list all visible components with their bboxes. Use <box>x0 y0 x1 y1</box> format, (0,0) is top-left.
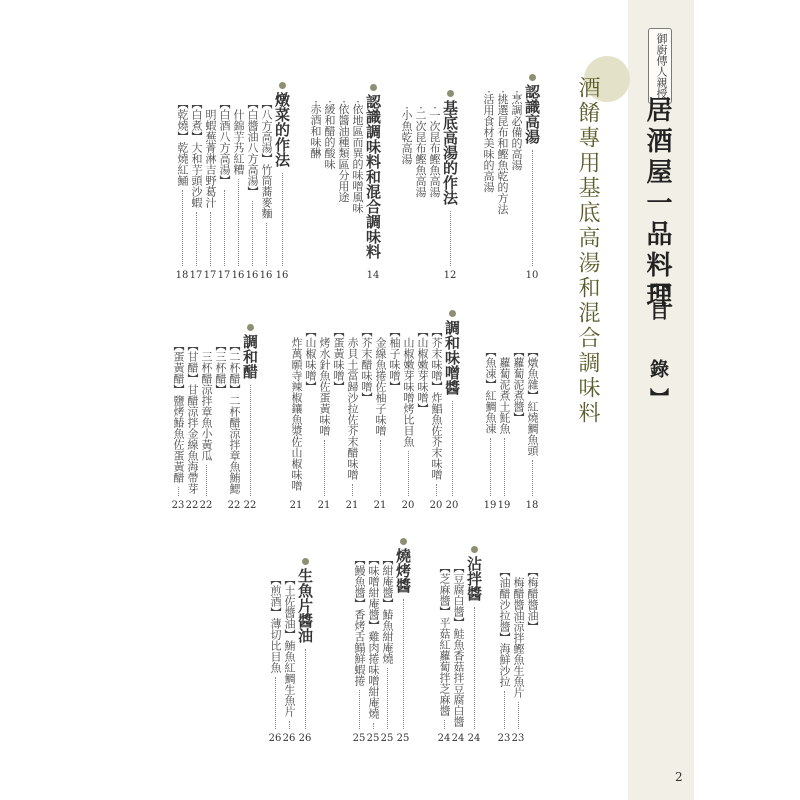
toc-entry[interactable]: 蘿蔔泥煮土魠魚 <box>498 346 511 434</box>
section-bullet-icon <box>370 84 377 91</box>
page-ref: 26 <box>282 733 296 744</box>
toc-entry[interactable]: ‧活用食材美味的高湯 <box>482 90 495 193</box>
section-bullet-icon <box>400 538 407 545</box>
toc-entry[interactable]: 【芝麻醬】平菇紅蘿蔔拌芝麻醬 <box>438 562 451 716</box>
toc-entry[interactable]: 【白醬油八方高湯】 <box>246 98 259 197</box>
dot-leader <box>452 401 453 496</box>
dot-leader <box>275 677 276 729</box>
section-bullet-icon <box>529 74 536 81</box>
toc-entry[interactable]: ‧挑選昆布和鰹魚乾的方法 <box>496 90 509 215</box>
page-ref: 20 <box>445 500 459 511</box>
page-ref: 24 <box>437 733 451 744</box>
dot-leader <box>266 223 267 266</box>
toc-entry[interactable]: 【紺庵醬】鰆魚紺庵燒 <box>381 554 394 664</box>
toc-entry[interactable]: 【梅醋醬油】 <box>526 566 539 632</box>
section-heading[interactable]: 生魚片醬油 <box>296 568 314 643</box>
page-ref: 21 <box>317 500 331 511</box>
main-title: 酒餚專用基底高湯和混合調味料 <box>575 76 600 426</box>
dot-leader <box>380 440 381 496</box>
toc-entry[interactable]: 【白煮】大和芋頭沙蝦 <box>190 98 203 208</box>
page-ref: 25 <box>396 733 410 744</box>
sidebar-badge: 御廚傳人親授 <box>648 28 672 104</box>
section-heading[interactable]: 認識調味料和混合調味料 <box>364 94 382 259</box>
toc-entry[interactable]: ‧赤酒和味醂 <box>309 100 322 159</box>
toc-entry[interactable]: 明蝦蕪菁淋吉野葛汁 <box>204 98 217 208</box>
section-heading[interactable]: 燉菜的作法 <box>273 92 291 167</box>
section-heading[interactable]: 調和味噌醬 <box>443 320 461 395</box>
section-heading[interactable]: 燒烤醬 <box>394 548 412 593</box>
toc-entry[interactable]: 【二杯醋】二杯醋涼拌章魚鮪鰓 <box>228 340 241 494</box>
toc-entry[interactable]: ‧依醬油種類區分用途 <box>337 100 350 203</box>
page-ref: 23 <box>171 500 185 511</box>
dot-leader <box>474 607 475 729</box>
dot-leader <box>224 190 225 266</box>
dot-leader <box>532 460 533 496</box>
toc-entry[interactable]: 【山椒嫩芽味噌】 <box>416 326 429 414</box>
toc-entry[interactable]: 山椒嫩芽味噌烤比目魚 <box>402 326 415 447</box>
section-bullet-icon <box>471 546 478 553</box>
section-heading[interactable]: 調和醋 <box>241 334 259 379</box>
section-heading[interactable]: 沾拌醬 <box>465 556 483 601</box>
page-ref: 20 <box>401 500 415 511</box>
page-ref: 22 <box>199 500 213 511</box>
toc-entry[interactable]: 梅醋醬油涼拌鰹魚生魚片 <box>512 566 525 698</box>
toc-entry[interactable]: 炸萬願寺辣椒鑲魚漿佐山椒味噌 <box>290 326 303 491</box>
toc-entry[interactable]: 【芥末味噌】炸鯧魚佐芥末味噌 <box>430 326 443 480</box>
toc-entry[interactable]: 【柚子味噌】 <box>388 326 401 392</box>
page-ref: 25 <box>366 733 380 744</box>
dot-leader <box>238 179 239 266</box>
page-ref: 20 <box>429 500 443 511</box>
page-ref: 16 <box>275 270 289 281</box>
dot-leader <box>490 438 491 496</box>
toc-entry[interactable]: 【鰻魚醬】香烤舌鰨鮮蝦捲 <box>353 554 366 686</box>
page-ref: 25 <box>352 733 366 744</box>
section-bullet-icon <box>302 558 309 565</box>
toc-entry[interactable]: 烤水針魚佐蛋黃味噌 <box>318 326 331 436</box>
toc-entry[interactable]: ‧一次昆布鰹魚高湯 <box>428 106 441 198</box>
dot-leader <box>518 702 519 729</box>
section-bullet-icon <box>247 324 254 331</box>
page-ref: 26 <box>298 733 312 744</box>
page-ref: 22 <box>185 500 199 511</box>
page-ref: 18 <box>525 500 539 511</box>
toc-entry[interactable]: 【蛋黃味噌】 <box>332 326 345 392</box>
toc-entry[interactable]: 【甘醋】甘醋涼拌金線魚海帶芽 <box>186 340 199 494</box>
dot-leader <box>352 484 353 496</box>
dot-leader <box>504 438 505 496</box>
dot-leader <box>436 484 437 496</box>
page-ref: 16 <box>259 270 273 281</box>
dot-leader <box>182 190 183 266</box>
dot-leader <box>210 212 211 266</box>
dot-leader <box>196 212 197 266</box>
section-heading[interactable]: 基底高湯的作法 <box>441 100 459 205</box>
page-ref: 25 <box>380 733 394 744</box>
page-ref: 18 <box>175 270 189 281</box>
page-ref: 26 <box>268 733 282 744</box>
dot-leader <box>305 649 306 729</box>
toc-entry[interactable]: 赤貝土當歸沙拉佐芥末醋味噌 <box>346 326 359 480</box>
dot-leader <box>250 385 251 496</box>
toc-entry[interactable]: 【蛋黃醋】鹽烤鰆魚佐蛋黃醋 <box>172 340 185 483</box>
dot-leader <box>289 721 290 729</box>
toc-entry[interactable]: 【芥末醋味噌】 <box>360 326 373 403</box>
toc-entry[interactable]: 【魚凍】紅鯛魚凍 <box>484 346 497 434</box>
dot-leader <box>206 465 207 496</box>
dot-leader <box>282 173 283 266</box>
toc-entry[interactable]: 金線魚捲佐柚子味噌 <box>374 326 387 436</box>
book-title: 居酒屋一品料理 <box>642 96 672 313</box>
dot-leader <box>408 451 409 496</box>
dot-leader <box>504 691 505 729</box>
toc-entry[interactable]: ‧小魚乾高湯 <box>400 106 413 165</box>
page-ref: 21 <box>345 500 359 511</box>
page-ref: 19 <box>483 500 497 511</box>
toc-entry[interactable]: 【八方高湯】竹筒蕎麥麵 <box>260 98 273 219</box>
dot-leader <box>444 720 445 729</box>
dot-leader <box>532 150 533 266</box>
dot-leader <box>359 690 360 729</box>
dot-leader <box>387 668 388 729</box>
toc-entry[interactable]: ‧烹調必備的高湯 <box>510 90 523 171</box>
dot-leader <box>373 723 374 729</box>
page-ref: 21 <box>373 500 387 511</box>
toc-entry[interactable]: 【煎酒】薄切比目魚 <box>269 574 282 673</box>
page-ref: 23 <box>511 733 525 744</box>
toc-entry[interactable]: ‧依地區而異的味噌風味 <box>351 100 364 214</box>
section-bullet-icon <box>447 90 454 97</box>
dot-leader <box>178 487 179 496</box>
page-ref: 16 <box>245 270 259 281</box>
page-number: 2 <box>675 770 683 784</box>
toc-entry[interactable]: ‧二次昆布鰹魚高湯 <box>414 106 427 198</box>
page-ref: 17 <box>217 270 231 281</box>
toc-entry[interactable]: 【土佐醬油】鮪魚紅鯛生魚片 <box>283 574 296 717</box>
page-ref: 23 <box>497 733 511 744</box>
page-ref: 10 <box>525 270 539 281</box>
section-bullet-icon <box>449 310 456 317</box>
page-ref: 12 <box>443 270 457 281</box>
dot-leader <box>403 599 404 729</box>
page-ref: 19 <box>497 500 511 511</box>
section-heading[interactable]: 認識高湯 <box>523 84 541 144</box>
toc-entry[interactable]: ‧緩和醋的酸味 <box>323 100 336 170</box>
toc-entry[interactable]: 【山椒味噌】 <box>304 326 317 392</box>
page-ref: 24 <box>467 733 481 744</box>
dot-leader <box>324 440 325 496</box>
page-ref: 16 <box>231 270 245 281</box>
toc-entry[interactable]: 【油醋沙拉醬】海鮮沙拉 <box>498 566 511 687</box>
toc-entry[interactable]: 三杯醋涼拌章魚小黃瓜 <box>200 340 213 461</box>
toc-entry[interactable]: 【味噌紺庵醬】雞肉捲味噌紺庵燒 <box>367 554 380 719</box>
page-ref: 17 <box>189 270 203 281</box>
toc-entry[interactable]: 【燉魚雜】紅燒鯛魚頭 <box>526 346 539 456</box>
toc-entry[interactable]: 【蘿蔔泥煮醬】 <box>512 346 525 423</box>
toc-entry[interactable]: 【乾燒】乾燒紅鯒 <box>176 98 189 186</box>
page-ref: 24 <box>451 733 465 744</box>
toc-entry[interactable]: 【三杯醋】 <box>214 340 227 395</box>
dot-leader <box>252 201 253 266</box>
toc-entry[interactable]: 什錦芋艿紅糟 <box>232 98 245 175</box>
toc-entry[interactable]: 【白酒八方高湯】 <box>218 98 231 186</box>
page-ref: 22 <box>227 500 241 511</box>
section-bullet-icon <box>279 82 286 89</box>
page-ref: 21 <box>289 500 303 511</box>
dot-leader <box>450 211 451 266</box>
page-ref: 14 <box>366 270 380 281</box>
toc-entry[interactable]: 【豆腐白醬】鮭魚香菇拌豆腐白醬 <box>452 562 465 727</box>
page-ref: 22 <box>243 500 257 511</box>
page-ref: 17 <box>203 270 217 281</box>
toc-label: 【目 錄】 <box>647 272 669 417</box>
